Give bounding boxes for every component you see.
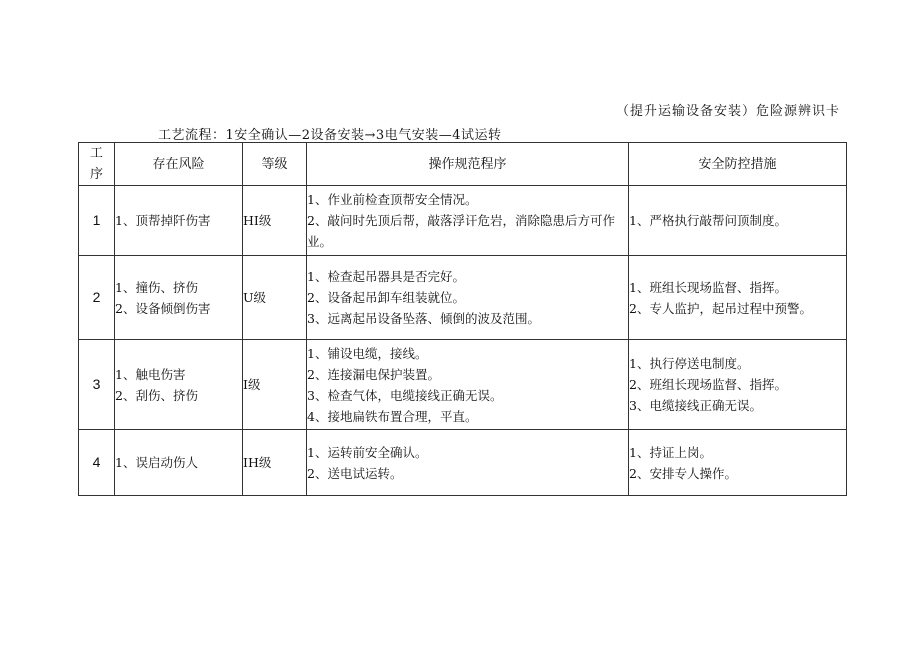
header-measures: 安全防控措施 bbox=[629, 143, 847, 186]
measure-item: 1、持证上岗。 bbox=[629, 444, 712, 460]
measure-item: 2、专人监护，起吊过程中预警。 bbox=[629, 300, 812, 316]
header-risk: 存在风险 bbox=[115, 143, 243, 186]
step-number: 1 bbox=[79, 186, 115, 256]
procedure-cell bbox=[307, 340, 629, 430]
measure-cell bbox=[629, 340, 847, 430]
document-title: （提升运输设备安装）危险源辨识卡 bbox=[615, 104, 840, 119]
step-number: 4 bbox=[79, 430, 115, 496]
table-row bbox=[79, 340, 847, 430]
step-number: 3 bbox=[79, 340, 115, 430]
procedure-item: 2、设备起吊卸车组装就位。 bbox=[307, 290, 465, 305]
measure-item: 3、电缆接线正确无误。 bbox=[629, 398, 762, 413]
header-procedure: 操作规范程序 bbox=[307, 143, 629, 186]
procedure-item: 3、远离起吊设备坠落、倾倒的波及范围。 bbox=[307, 311, 540, 326]
risk-item: 2、刮伤、挤伤 bbox=[115, 387, 198, 403]
measure-item: 1、执行停送电制度。 bbox=[629, 356, 750, 371]
procedure-cell bbox=[307, 430, 629, 496]
header-step-line1: 工 bbox=[89, 146, 103, 161]
step-number: 2 bbox=[79, 256, 115, 340]
measure-item: 1、班组长现场监督、指挥。 bbox=[629, 279, 787, 295]
risk-cell bbox=[115, 186, 243, 256]
table-header-row bbox=[79, 143, 847, 186]
procedure-item: 3、检查气体，电缆接线正确无误。 bbox=[307, 387, 503, 403]
level-cell: I级 bbox=[243, 340, 307, 430]
measure-item: 2、班组长现场监督、指挥。 bbox=[629, 377, 787, 392]
risk-item: 1、触电伤害 bbox=[115, 366, 186, 382]
header-step-line2: 序 bbox=[89, 167, 103, 182]
procedure-cell bbox=[307, 186, 629, 256]
risk-cell bbox=[115, 430, 243, 496]
process-flow: 工艺流程：1安全确认—2设备安装→3电气安装—4试运转 bbox=[158, 128, 502, 143]
measure-cell bbox=[629, 430, 847, 496]
table-row bbox=[79, 256, 847, 340]
level-cell: IH级 bbox=[243, 430, 307, 496]
header-level: 等级 bbox=[243, 143, 307, 186]
measure-cell bbox=[629, 186, 847, 256]
risk-cell bbox=[115, 340, 243, 430]
measure-item: 1、严格执行敲帮问顶制度。 bbox=[629, 213, 787, 228]
procedure-item: 4、接地扁铁布置合理，平直。 bbox=[307, 408, 478, 424]
measure-cell bbox=[629, 256, 847, 340]
procedure-item: 2、送电试运转。 bbox=[307, 465, 403, 481]
procedure-item: 1、运转前安全确认。 bbox=[307, 444, 428, 460]
procedure-item: 1、铺设电缆，接线。 bbox=[307, 345, 428, 361]
procedure-item: 2、连接漏电保护装置。 bbox=[307, 366, 440, 382]
risk-cell bbox=[115, 256, 243, 340]
procedure-item: 1、作业前检查顶帮安全情况。 bbox=[307, 192, 478, 207]
table-row bbox=[79, 186, 847, 256]
procedure-cell bbox=[307, 256, 629, 340]
hazard-identification-table bbox=[78, 142, 847, 496]
risk-item: 1、顶帮掉阡伤害 bbox=[115, 213, 211, 228]
measure-item: 2、安排专人操作。 bbox=[629, 465, 737, 481]
procedure-item: 2、敲问时先顶后帮，敲落浮讦危岩，消除隐患后方可作业。 bbox=[307, 213, 615, 249]
table-row bbox=[79, 430, 847, 496]
risk-item: 1、撞伤、挤伤 bbox=[115, 279, 198, 295]
risk-item: 1、误启动伤人 bbox=[115, 455, 198, 470]
procedure-item: 1、检查起吊器具是否完好。 bbox=[307, 269, 465, 284]
level-cell: U级 bbox=[243, 256, 307, 340]
header-step bbox=[79, 143, 115, 186]
level-cell: HI级 bbox=[243, 186, 307, 256]
risk-item: 2、设备倾倒伤害 bbox=[115, 300, 211, 316]
